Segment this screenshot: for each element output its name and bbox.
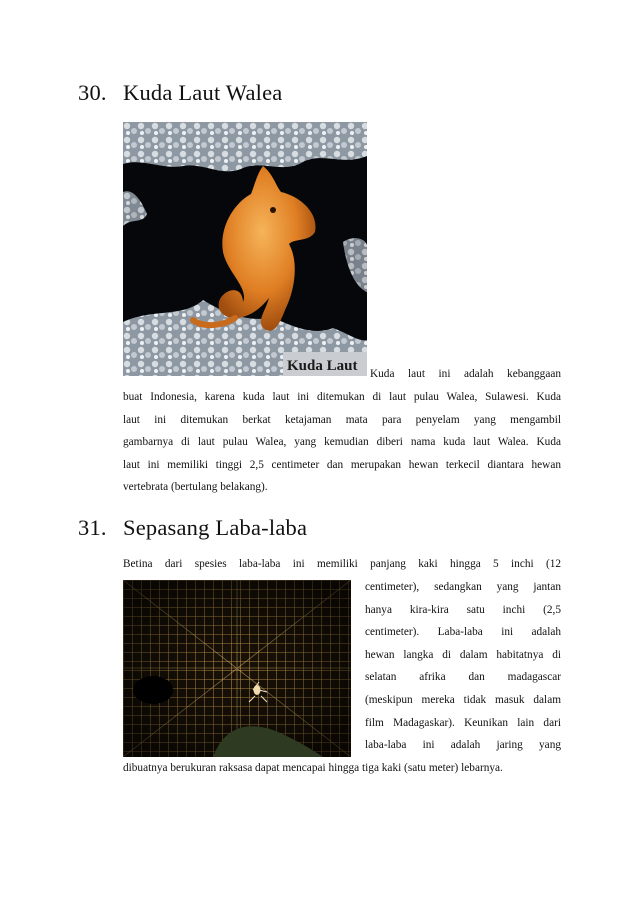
text-line: centimeter), sedangkan yang jantan — [365, 581, 561, 593]
text-line: gambarnya di laut pulau Walea, yang kemudian diberi nama kuda laut Walea. Kuda — [123, 436, 561, 449]
text-line: dibuatnya berukuran raksasa dapat mencapai hingga tiga kaki (satu meter) lebarnya. — [123, 762, 503, 774]
paragraph-30 — [123, 386, 561, 499]
paragraph-31-first-line — [123, 553, 561, 576]
image-caption: Kuda Laut — [287, 358, 358, 374]
text-line: laut ini ditemukan berkat ketajaman mata para penyelam yang mengambil — [123, 413, 561, 426]
section-title: Sepasang Laba-laba — [123, 515, 308, 540]
paragraph-31-side — [365, 576, 561, 757]
text-line: (meskipun mereka tidak masuk dalam — [365, 693, 561, 706]
section-heading-30 — [78, 80, 282, 106]
section-number: 31. — [78, 515, 107, 540]
section-number: 30. — [78, 80, 107, 105]
seahorse-illustration — [123, 122, 367, 376]
text-line: selatan afrika dan madagascar — [365, 671, 561, 684]
text-line: buat Indonesia, karena kuda laut ini ditemukan di laut pulau Walea, Sulawesi. Kuda — [123, 391, 561, 403]
text-line: hanya kira-kira satu inchi (2,5 — [365, 603, 561, 616]
section-heading-31 — [78, 515, 307, 541]
text-line: film Madagaskar). Keunikan lain dari — [365, 716, 561, 729]
text-line: laut ini memiliki tinggi 2,5 centimeter dan merupakan hewan terkecil diantara hewan — [123, 458, 561, 471]
text-line: hewan langka di dalam habitatnya di — [365, 648, 561, 661]
text-line: Kuda laut ini adalah kebanggaan — [370, 368, 561, 380]
text-line: centimeter). Laba-laba ini adalah — [365, 626, 561, 639]
text-line: vertebrata (bertulang belakang). — [123, 481, 268, 494]
paragraph-30-first-line — [370, 363, 561, 386]
seahorse-photo — [123, 122, 367, 376]
paragraph-31-last-line — [123, 757, 561, 780]
spider-web-photo — [123, 580, 351, 757]
section-title: Kuda Laut Walea — [123, 80, 283, 105]
spider-web-illustration — [123, 580, 351, 757]
text-line: Betina dari spesies laba-laba ini memiliki panjang kaki hingga 5 inchi (12 — [123, 558, 561, 570]
text-line: laba-laba ini adalah jaring yang — [365, 739, 561, 752]
